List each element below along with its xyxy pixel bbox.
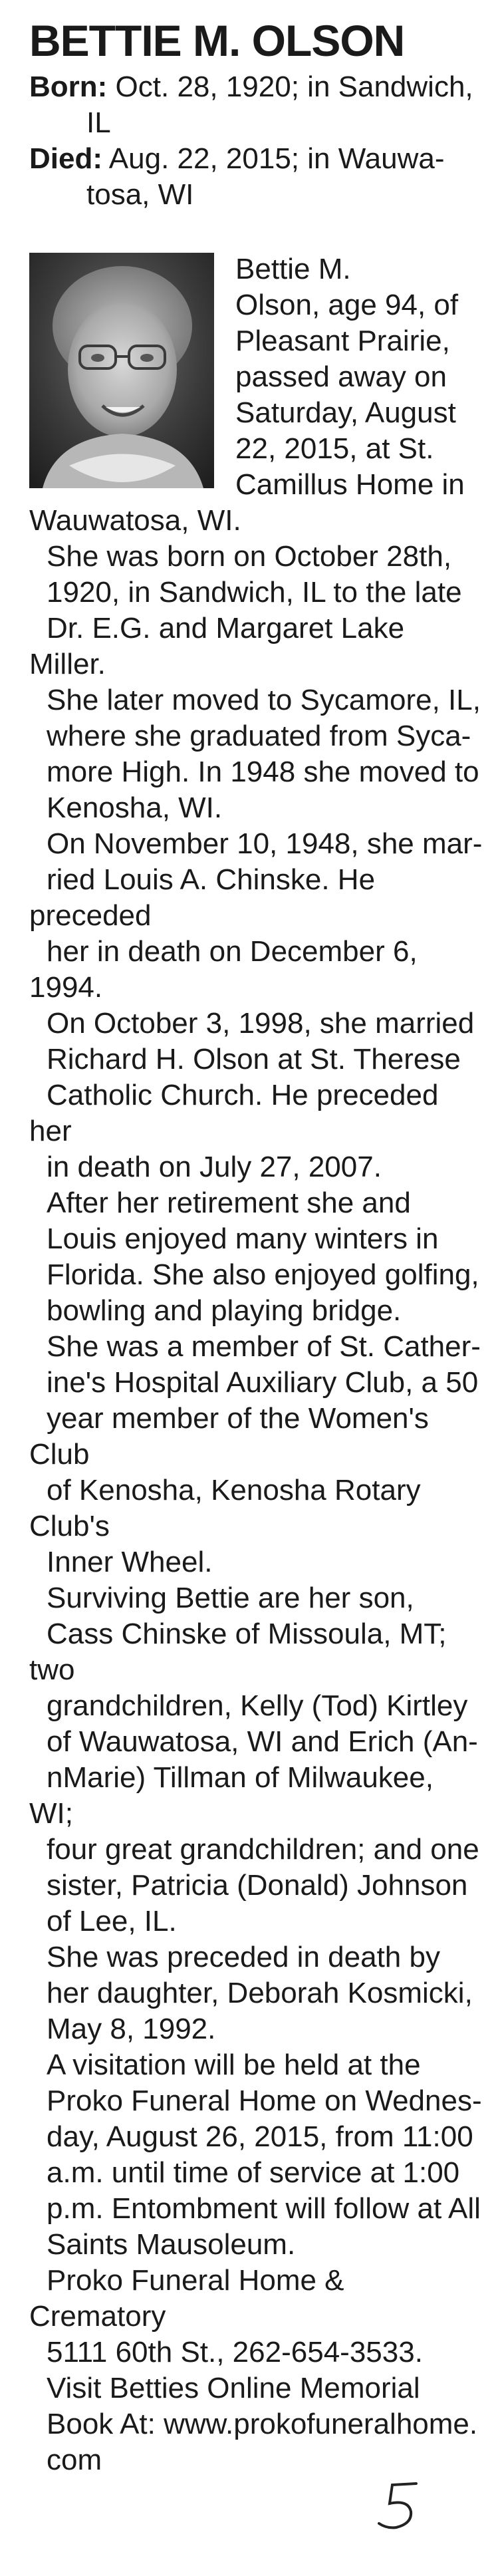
text-line: She was a member of St. Cather-: [47, 1330, 481, 1363]
text-line: 5111 60th St., 262-654-3533.: [47, 2336, 423, 2368]
text-line: Kenosha, WI.: [47, 791, 223, 824]
died-text: Aug. 22, 2015; in Wauwa-: [108, 142, 445, 175]
paragraph: [29, 1580, 483, 1939]
text-line: Inner Wheel.: [47, 1546, 213, 1578]
text-line: On October 3, 1998, she married: [47, 1007, 475, 1040]
text-line: in death on July 27, 2007.: [47, 1151, 382, 1183]
born-label: Born:: [29, 71, 108, 103]
text-line: She later moved to Sycamore, IL,: [47, 684, 481, 716]
portrait-icon: [29, 253, 214, 488]
text-line: Pleasant Prairie,: [235, 325, 450, 357]
text-line: year member of the Women's Club: [29, 1402, 429, 1471]
headline: BETTIE M. OLSON: [29, 16, 405, 65]
paragraph: [29, 2047, 483, 2263]
text-line: a.m. until time of service at 1:00: [47, 2156, 460, 2189]
text-line: After her retirement she and: [47, 1187, 411, 1219]
text-line: four great grandchildren; and one: [47, 1833, 479, 1866]
paragraph: [29, 1185, 483, 1329]
died-text-cont: tosa, WI: [86, 178, 194, 211]
text-line: 1920, in Sandwich, IL to the late: [47, 576, 462, 609]
text-line: of Wauwatosa, WI and Erich (An-: [47, 1725, 478, 1758]
text-line: nMarie) Tillman of Milwaukee, WI;: [29, 1761, 434, 1830]
text-line: She was born on October 28th,: [47, 540, 452, 573]
text-line: ine's Hospital Auxiliary Club, a 50: [47, 1366, 479, 1399]
handwritten-signature: [370, 2474, 430, 2534]
paragraph: [29, 826, 483, 1185]
text-line: ried Louis A. Chinske. He preceded: [29, 863, 376, 932]
paragraph: [29, 1939, 483, 2047]
text-line: p.m. Entombment will follow at All: [47, 2192, 481, 2225]
text-line: Saturday, August: [235, 396, 456, 429]
paragraph: [29, 2370, 483, 2478]
text-line: May 8, 1992.: [47, 2013, 216, 2045]
born-text-cont: IL: [86, 106, 111, 139]
text-line: her in death on December 6, 1994.: [29, 935, 418, 1004]
text-line: more High. In 1948 she moved to: [47, 756, 479, 788]
portrait-photo: [29, 253, 214, 488]
obituary-body: [29, 251, 483, 2478]
text-line: Bettie M.: [235, 253, 351, 285]
text-line: A visitation will be held at the: [47, 2049, 421, 2081]
paragraph: [29, 2263, 483, 2370]
text-line: grandchildren, Kelly (Tod) Kirtley: [47, 1689, 468, 1722]
died-label: Died:: [29, 142, 102, 175]
text-line: Camillus Home in: [235, 468, 465, 501]
text-line: passed away on: [235, 360, 447, 393]
text-line: Cass Chinske of Missoula, MT; two: [29, 1618, 447, 1686]
died-line: [29, 141, 483, 213]
text-line: Richard H. Olson at St. Therese: [47, 1043, 461, 1075]
text-line: Florida. She also enjoyed golfing,: [47, 1258, 479, 1291]
text-line: where she graduated from Syca-: [47, 720, 471, 752]
text-line: day, August 26, 2015, from 11:00: [47, 2120, 473, 2153]
born-line: [29, 69, 483, 141]
text-line: Saints Mausoleum.: [47, 2228, 296, 2261]
text-line: Olson, age 94, of: [235, 289, 459, 321]
text-line: 22, 2015, at St.: [235, 432, 434, 465]
text-line: Catholic Church. He preceded her: [29, 1079, 439, 1147]
paragraph: [29, 1329, 483, 1580]
paragraph-list: [29, 251, 483, 2478]
text-line: Louis enjoyed many winters in: [47, 1222, 439, 1255]
text-line: bowling and playing bridge.: [47, 1294, 402, 1327]
born-text: Oct. 28, 1920; in Sandwich,: [115, 71, 473, 103]
text-line: Wauwatosa, WI.: [29, 504, 241, 537]
text-line: of Lee, IL.: [47, 1905, 177, 1937]
text-line: She was preceded in death by: [47, 1941, 440, 1973]
text-line: her daughter, Deborah Kosmicki,: [47, 1977, 473, 2009]
paragraph: [29, 539, 483, 826]
text-line: Proko Funeral Home & Crematory: [29, 2264, 344, 2333]
text-line: Book At: www.prokofuneralhome.: [47, 2408, 478, 2440]
text-line: sister, Patricia (Donald) Johnson: [47, 1869, 468, 1902]
text-line: Surviving Bettie are her son,: [47, 1582, 414, 1614]
text-line: com: [47, 2444, 102, 2476]
text-line: On November 10, 1948, she mar-: [47, 827, 483, 860]
text-line: Dr. E.G. and Margaret Lake Miller.: [29, 612, 405, 680]
text-line: Visit Betties Online Memorial: [47, 2372, 420, 2404]
text-line: Proko Funeral Home on Wednes-: [47, 2084, 482, 2117]
text-line: of Kenosha, Kenosha Rotary Club's: [29, 1474, 421, 1542]
